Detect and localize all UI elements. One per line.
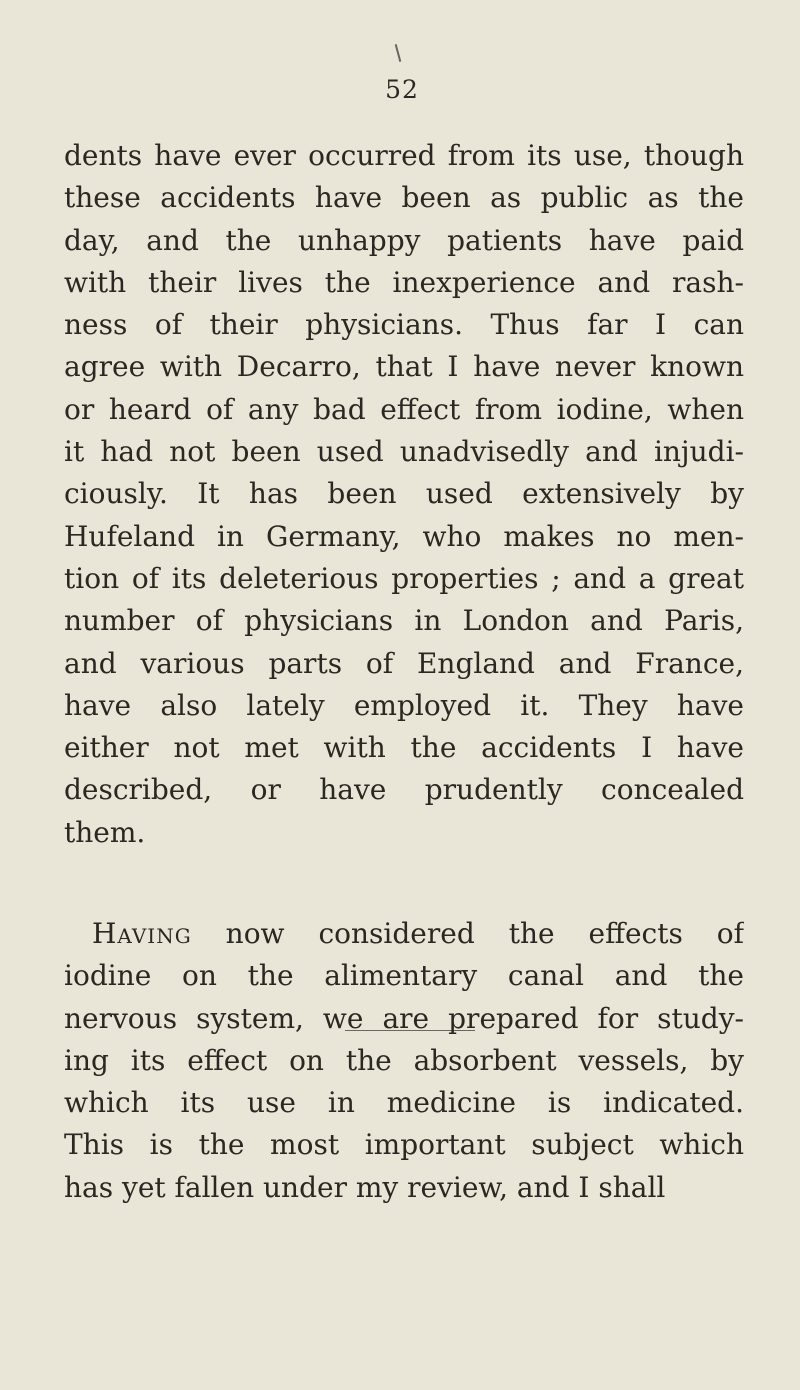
paragraph-continuation xyxy=(64,135,744,854)
text-line: and various parts of England and France, xyxy=(64,646,744,680)
page-number: 52 xyxy=(385,75,419,104)
text-line: either not met with the accidents I have xyxy=(64,731,744,765)
text-line: with their lives the inexperience and rash- xyxy=(64,265,744,299)
text-line: day, and the unhappy patients have paid xyxy=(64,223,744,257)
margin-mark xyxy=(395,44,402,62)
text-line: ness of their physicians. Thus far I can xyxy=(64,308,744,342)
text-line: it had not been used unadvisedly and injudi- xyxy=(64,435,744,469)
show-through-text xyxy=(64,838,744,870)
text-line: them. xyxy=(64,815,146,849)
text-line: nervous system, we are prepared for study- xyxy=(64,1001,744,1035)
text-line: number of physicians in London and Paris, xyxy=(64,604,744,638)
drop-word: Having xyxy=(92,917,192,950)
line-text: now considered the effects of xyxy=(225,917,744,950)
text-line xyxy=(64,913,744,955)
paragraph-new-section xyxy=(64,913,744,1209)
text-line: these accidents have been as public as the xyxy=(64,181,744,215)
text-line: tion of its deleterious properties ; and a great xyxy=(64,561,744,595)
text-line: has yet fallen under my review, and I shall xyxy=(64,1170,666,1204)
text-line: ciously. It has been used extensively by xyxy=(64,477,744,511)
text-line: agree with Decarro, that I have never known xyxy=(64,350,744,384)
text-line: or heard of any bad effect from iodine, when xyxy=(64,392,744,426)
text-line: iodine on the alimentary canal and the xyxy=(64,959,744,993)
text-line: dents have ever occurred from its use, though xyxy=(64,139,744,172)
text-line: which its use in medicine is indicated. xyxy=(64,1086,744,1120)
text-line: Hufeland in Germany, who makes no men- xyxy=(64,519,744,553)
text-line: ing its effect on the absorbent vessels, by xyxy=(64,1043,744,1077)
text-line: have also lately employed it. They have xyxy=(64,688,744,722)
text-line: This is the most important subject which xyxy=(64,1128,744,1162)
text-line: described, or have prudently concealed xyxy=(64,773,744,807)
